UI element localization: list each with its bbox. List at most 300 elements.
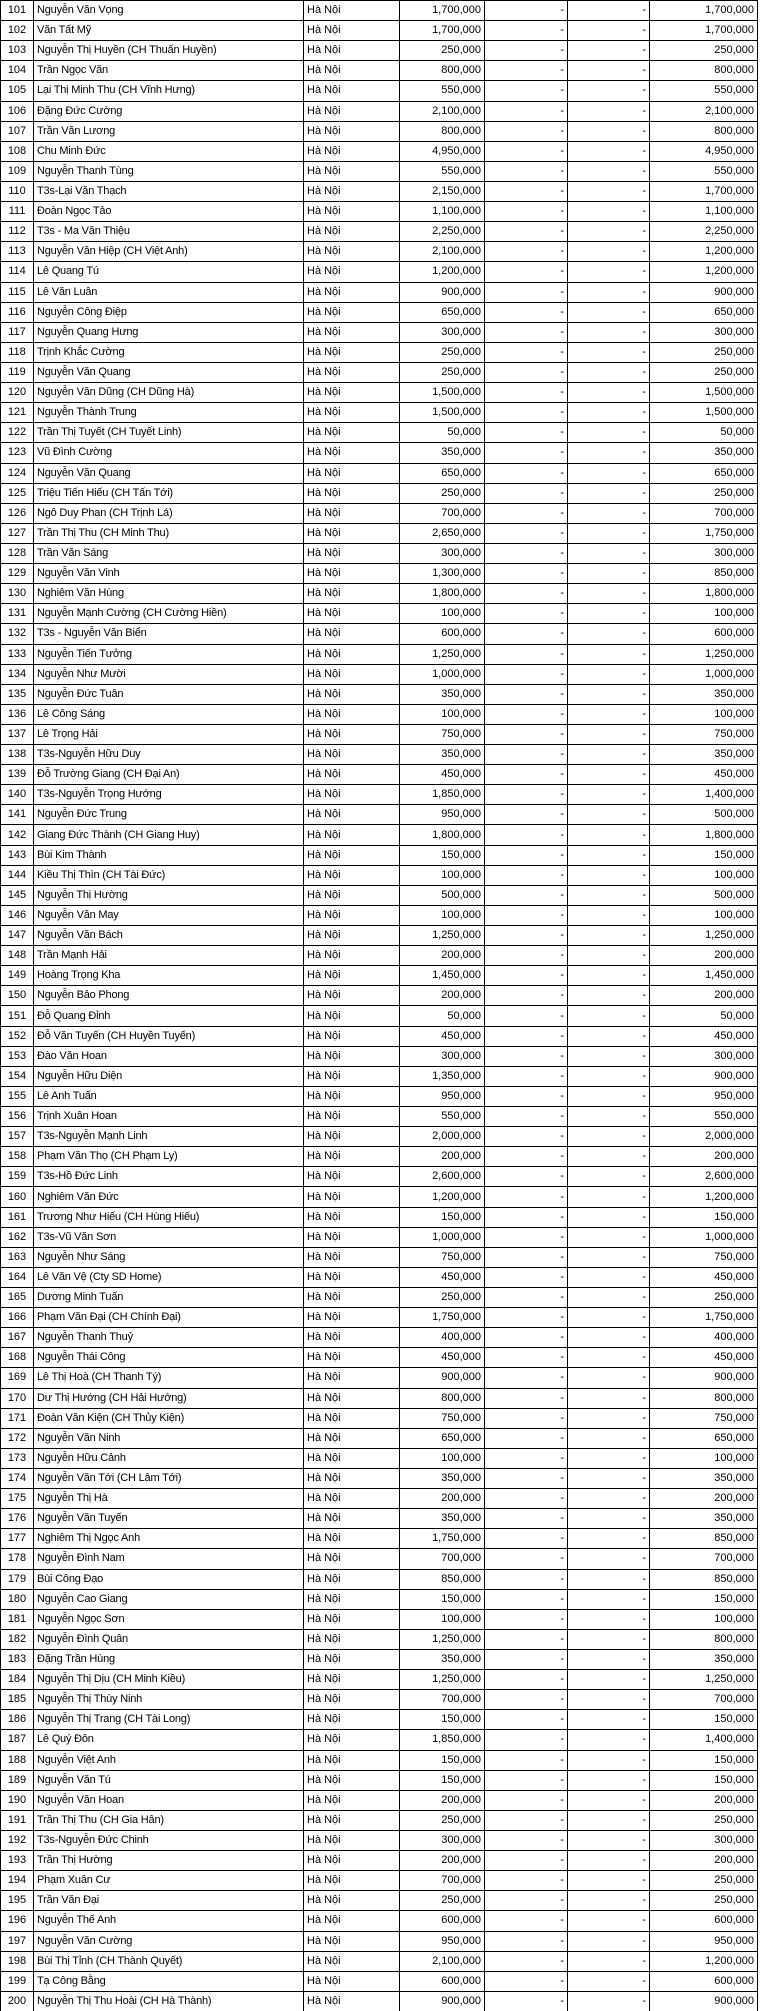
city-cell[interactable]: Hà Nội — [304, 624, 400, 644]
dash-cell-2[interactable]: - — [568, 222, 650, 242]
amount-1-cell[interactable]: 1,750,000 — [400, 1529, 485, 1549]
person-name-cell[interactable]: Nguyễn Thanh Thuỷ — [34, 1328, 304, 1348]
amount-2-cell[interactable]: 2,600,000 — [650, 1167, 758, 1187]
dash-cell-1[interactable]: - — [485, 1810, 568, 1830]
city-cell[interactable]: Hà Nội — [304, 222, 400, 242]
amount-2-cell[interactable]: 150,000 — [650, 1710, 758, 1730]
person-name-cell[interactable]: Đào Văn Hoan — [34, 1046, 304, 1066]
amount-1-cell[interactable]: 350,000 — [400, 1649, 485, 1669]
amount-2-cell[interactable]: 850,000 — [650, 1569, 758, 1589]
amount-2-cell[interactable]: 150,000 — [650, 1750, 758, 1770]
city-cell[interactable]: Hà Nội — [304, 1871, 400, 1891]
city-cell[interactable]: Hà Nội — [304, 362, 400, 382]
person-name-cell[interactable]: Kiều Thị Thìn (CH Tài Đức) — [34, 865, 304, 885]
amount-2-cell[interactable]: 250,000 — [650, 1891, 758, 1911]
dash-cell-1[interactable]: - — [485, 1348, 568, 1368]
dash-cell-1[interactable]: - — [485, 1187, 568, 1207]
city-cell[interactable]: Hà Nội — [304, 1609, 400, 1629]
dash-cell-2[interactable]: - — [568, 785, 650, 805]
city-cell[interactable]: Hà Nội — [304, 604, 400, 624]
city-cell[interactable]: Hà Nội — [304, 161, 400, 181]
dash-cell-2[interactable]: - — [568, 1549, 650, 1569]
dash-cell-1[interactable]: - — [485, 1147, 568, 1167]
row-number-cell[interactable]: 169 — [1, 1368, 34, 1388]
amount-1-cell[interactable]: 700,000 — [400, 1549, 485, 1569]
amount-1-cell[interactable]: 300,000 — [400, 543, 485, 563]
amount-1-cell[interactable]: 450,000 — [400, 1026, 485, 1046]
person-name-cell[interactable]: Nguyễn Ngọc Sơn — [34, 1609, 304, 1629]
row-number-cell[interactable]: 125 — [1, 483, 34, 503]
amount-1-cell[interactable]: 1,800,000 — [400, 584, 485, 604]
row-number-cell[interactable]: 102 — [1, 21, 34, 41]
row-number-cell[interactable]: 198 — [1, 1951, 34, 1971]
person-name-cell[interactable]: Trịnh Khắc Cường — [34, 342, 304, 362]
dash-cell-2[interactable]: - — [568, 704, 650, 724]
amount-2-cell[interactable]: 200,000 — [650, 1790, 758, 1810]
city-cell[interactable]: Hà Nội — [304, 584, 400, 604]
city-cell[interactable]: Hà Nội — [304, 1207, 400, 1227]
dash-cell-2[interactable]: - — [568, 1147, 650, 1167]
row-number-cell[interactable]: 108 — [1, 141, 34, 161]
amount-2-cell[interactable]: 750,000 — [650, 1408, 758, 1428]
city-cell[interactable]: Hà Nội — [304, 1428, 400, 1448]
dash-cell-1[interactable]: - — [485, 383, 568, 403]
row-number-cell[interactable]: 156 — [1, 1107, 34, 1127]
amount-2-cell[interactable]: 900,000 — [650, 1991, 758, 2011]
dash-cell-1[interactable]: - — [485, 302, 568, 322]
city-cell[interactable]: Hà Nội — [304, 1710, 400, 1730]
amount-1-cell[interactable]: 50,000 — [400, 1006, 485, 1026]
amount-2-cell[interactable]: 150,000 — [650, 1770, 758, 1790]
row-number-cell[interactable]: 193 — [1, 1851, 34, 1871]
city-cell[interactable]: Hà Nội — [304, 805, 400, 825]
dash-cell-2[interactable]: - — [568, 1247, 650, 1267]
city-cell[interactable]: Hà Nội — [304, 1348, 400, 1368]
dash-cell-2[interactable]: - — [568, 1529, 650, 1549]
city-cell[interactable]: Hà Nội — [304, 1127, 400, 1147]
amount-2-cell[interactable]: 850,000 — [650, 564, 758, 584]
person-name-cell[interactable]: Lê Văn Vệ (Cty SD Home) — [34, 1267, 304, 1287]
amount-2-cell[interactable]: 1,400,000 — [650, 785, 758, 805]
dash-cell-1[interactable]: - — [485, 161, 568, 181]
amount-2-cell[interactable]: 1,250,000 — [650, 926, 758, 946]
amount-2-cell[interactable]: 300,000 — [650, 1830, 758, 1850]
amount-1-cell[interactable]: 250,000 — [400, 1891, 485, 1911]
dash-cell-2[interactable]: - — [568, 1589, 650, 1609]
amount-1-cell[interactable]: 1,250,000 — [400, 644, 485, 664]
city-cell[interactable]: Hà Nội — [304, 946, 400, 966]
amount-1-cell[interactable]: 1,500,000 — [400, 383, 485, 403]
amount-1-cell[interactable]: 1,700,000 — [400, 21, 485, 41]
person-name-cell[interactable]: Lê Quý Đôn — [34, 1730, 304, 1750]
person-name-cell[interactable]: Giang Đức Thành (CH Giang Huy) — [34, 825, 304, 845]
dash-cell-2[interactable]: - — [568, 1227, 650, 1247]
row-number-cell[interactable]: 195 — [1, 1891, 34, 1911]
person-name-cell[interactable]: Nguyễn Văn Vọng — [34, 1, 304, 21]
dash-cell-2[interactable]: - — [568, 1690, 650, 1710]
row-number-cell[interactable]: 153 — [1, 1046, 34, 1066]
amount-1-cell[interactable]: 1,200,000 — [400, 1187, 485, 1207]
row-number-cell[interactable]: 200 — [1, 1991, 34, 2011]
dash-cell-2[interactable]: - — [568, 423, 650, 443]
dash-cell-1[interactable]: - — [485, 41, 568, 61]
row-number-cell[interactable]: 177 — [1, 1529, 34, 1549]
dash-cell-2[interactable]: - — [568, 383, 650, 403]
dash-cell-2[interactable]: - — [568, 1107, 650, 1127]
amount-1-cell[interactable]: 350,000 — [400, 1509, 485, 1529]
amount-1-cell[interactable]: 1,850,000 — [400, 785, 485, 805]
dash-cell-2[interactable]: - — [568, 1951, 650, 1971]
row-number-cell[interactable]: 107 — [1, 121, 34, 141]
amount-2-cell[interactable]: 1,800,000 — [650, 584, 758, 604]
person-name-cell[interactable]: Lại Thị Minh Thu (CH Vĩnh Hưng) — [34, 81, 304, 101]
amount-2-cell[interactable]: 300,000 — [650, 322, 758, 342]
city-cell[interactable]: Hà Nội — [304, 41, 400, 61]
city-cell[interactable]: Hà Nội — [304, 141, 400, 161]
row-number-cell[interactable]: 133 — [1, 644, 34, 664]
amount-1-cell[interactable]: 1,250,000 — [400, 1670, 485, 1690]
person-name-cell[interactable]: Phạm Văn Đại (CH Chính Đại) — [34, 1308, 304, 1328]
person-name-cell[interactable]: Trần Văn Đại — [34, 1891, 304, 1911]
amount-1-cell[interactable]: 50,000 — [400, 423, 485, 443]
amount-1-cell[interactable]: 950,000 — [400, 1931, 485, 1951]
city-cell[interactable]: Hà Nội — [304, 61, 400, 81]
dash-cell-1[interactable]: - — [485, 262, 568, 282]
dash-cell-1[interactable]: - — [485, 644, 568, 664]
person-name-cell[interactable]: Nguyễn Thị Huyền (CH Thuấn Huyền) — [34, 41, 304, 61]
dash-cell-2[interactable]: - — [568, 1368, 650, 1388]
city-cell[interactable]: Hà Nội — [304, 1368, 400, 1388]
dash-cell-2[interactable]: - — [568, 322, 650, 342]
person-name-cell[interactable]: Triệu Tiến Hiếu (CH Tấn Tới) — [34, 483, 304, 503]
dash-cell-1[interactable]: - — [485, 966, 568, 986]
amount-1-cell[interactable]: 650,000 — [400, 302, 485, 322]
amount-2-cell[interactable]: 350,000 — [650, 1649, 758, 1669]
person-name-cell[interactable]: Đỗ Quang Đỉnh — [34, 1006, 304, 1026]
amount-1-cell[interactable]: 100,000 — [400, 604, 485, 624]
person-name-cell[interactable]: Nguyễn Văn Hoan — [34, 1790, 304, 1810]
amount-2-cell[interactable]: 700,000 — [650, 1690, 758, 1710]
row-number-cell[interactable]: 146 — [1, 905, 34, 925]
amount-2-cell[interactable]: 700,000 — [650, 503, 758, 523]
city-cell[interactable]: Hà Nội — [304, 1790, 400, 1810]
dash-cell-1[interactable]: - — [485, 564, 568, 584]
amount-2-cell[interactable]: 250,000 — [650, 1810, 758, 1830]
city-cell[interactable]: Hà Nội — [304, 1931, 400, 1951]
person-name-cell[interactable]: Nguyễn Thị Trang (CH Tài Long) — [34, 1710, 304, 1730]
row-number-cell[interactable]: 104 — [1, 61, 34, 81]
dash-cell-1[interactable]: - — [485, 1589, 568, 1609]
dash-cell-2[interactable]: - — [568, 966, 650, 986]
city-cell[interactable]: Hà Nội — [304, 1851, 400, 1871]
person-name-cell[interactable]: Nguyễn Thị Hường — [34, 885, 304, 905]
row-number-cell[interactable]: 166 — [1, 1308, 34, 1328]
amount-2-cell[interactable]: 450,000 — [650, 1267, 758, 1287]
person-name-cell[interactable]: Trần Mạnh Hải — [34, 946, 304, 966]
person-name-cell[interactable]: Nguyễn Cao Giang — [34, 1589, 304, 1609]
person-name-cell[interactable]: Bùi Thị Tỉnh (CH Thành Quyết) — [34, 1951, 304, 1971]
dash-cell-1[interactable]: - — [485, 1388, 568, 1408]
amount-2-cell[interactable]: 1,700,000 — [650, 1, 758, 21]
row-number-cell[interactable]: 145 — [1, 885, 34, 905]
amount-2-cell[interactable]: 800,000 — [650, 1388, 758, 1408]
amount-2-cell[interactable]: 1,400,000 — [650, 1730, 758, 1750]
city-cell[interactable]: Hà Nội — [304, 905, 400, 925]
person-name-cell[interactable]: Trần Thị Thu (CH Gia Hân) — [34, 1810, 304, 1830]
dash-cell-1[interactable]: - — [485, 81, 568, 101]
dash-cell-2[interactable]: - — [568, 1931, 650, 1951]
row-number-cell[interactable]: 152 — [1, 1026, 34, 1046]
amount-1-cell[interactable]: 750,000 — [400, 1408, 485, 1428]
row-number-cell[interactable]: 147 — [1, 926, 34, 946]
city-cell[interactable]: Hà Nội — [304, 1086, 400, 1106]
amount-1-cell[interactable]: 900,000 — [400, 1991, 485, 2011]
row-number-cell[interactable]: 118 — [1, 342, 34, 362]
amount-2-cell[interactable]: 250,000 — [650, 342, 758, 362]
dash-cell-1[interactable]: - — [485, 1710, 568, 1730]
dash-cell-2[interactable]: - — [568, 181, 650, 201]
amount-1-cell[interactable]: 650,000 — [400, 463, 485, 483]
dash-cell-2[interactable]: - — [568, 141, 650, 161]
person-name-cell[interactable]: T3s-Nguyễn Hữu Duy — [34, 745, 304, 765]
person-name-cell[interactable]: Trần Thị Tuyết (CH Tuyết Linh) — [34, 423, 304, 443]
amount-1-cell[interactable]: 700,000 — [400, 1871, 485, 1891]
dash-cell-1[interactable]: - — [485, 664, 568, 684]
person-name-cell[interactable]: T3s - Ma Văn Thiệu — [34, 222, 304, 242]
person-name-cell[interactable]: Dư Thị Hướng (CH Hải Hướng) — [34, 1388, 304, 1408]
dash-cell-1[interactable]: - — [485, 1730, 568, 1750]
city-cell[interactable]: Hà Nội — [304, 885, 400, 905]
dash-cell-2[interactable]: - — [568, 564, 650, 584]
dash-cell-1[interactable]: - — [485, 1, 568, 21]
amount-2-cell[interactable]: 200,000 — [650, 986, 758, 1006]
row-number-cell[interactable]: 123 — [1, 443, 34, 463]
dash-cell-1[interactable]: - — [485, 181, 568, 201]
city-cell[interactable]: Hà Nội — [304, 463, 400, 483]
dash-cell-2[interactable]: - — [568, 403, 650, 423]
dash-cell-2[interactable]: - — [568, 1026, 650, 1046]
dash-cell-2[interactable]: - — [568, 825, 650, 845]
dash-cell-2[interactable]: - — [568, 1730, 650, 1750]
person-name-cell[interactable]: Hoàng Trọng Kha — [34, 966, 304, 986]
city-cell[interactable]: Hà Nội — [304, 1489, 400, 1509]
amount-2-cell[interactable]: 250,000 — [650, 1871, 758, 1891]
city-cell[interactable]: Hà Nội — [304, 1308, 400, 1328]
amount-2-cell[interactable]: 1,700,000 — [650, 181, 758, 201]
amount-1-cell[interactable]: 250,000 — [400, 41, 485, 61]
dash-cell-1[interactable]: - — [485, 423, 568, 443]
dash-cell-1[interactable]: - — [485, 1690, 568, 1710]
person-name-cell[interactable]: Nguyễn Bảo Phong — [34, 986, 304, 1006]
dash-cell-2[interactable]: - — [568, 724, 650, 744]
dash-cell-1[interactable]: - — [485, 785, 568, 805]
amount-1-cell[interactable]: 250,000 — [400, 483, 485, 503]
person-name-cell[interactable]: Nghiêm Thị Ngọc Anh — [34, 1529, 304, 1549]
row-number-cell[interactable]: 178 — [1, 1549, 34, 1569]
row-number-cell[interactable]: 106 — [1, 101, 34, 121]
row-number-cell[interactable]: 183 — [1, 1649, 34, 1669]
dash-cell-2[interactable]: - — [568, 604, 650, 624]
person-name-cell[interactable]: T3s-Vũ Văn Sơn — [34, 1227, 304, 1247]
person-name-cell[interactable]: Nguyễn Thành Trung — [34, 403, 304, 423]
row-number-cell[interactable]: 157 — [1, 1127, 34, 1147]
dash-cell-2[interactable]: - — [568, 1509, 650, 1529]
person-name-cell[interactable]: Nghiêm Văn Đức — [34, 1187, 304, 1207]
person-name-cell[interactable]: Lê Quang Tú — [34, 262, 304, 282]
amount-1-cell[interactable]: 600,000 — [400, 624, 485, 644]
amount-1-cell[interactable]: 1,500,000 — [400, 403, 485, 423]
city-cell[interactable]: Hà Nội — [304, 1750, 400, 1770]
city-cell[interactable]: Hà Nội — [304, 1066, 400, 1086]
amount-2-cell[interactable]: 950,000 — [650, 1931, 758, 1951]
person-name-cell[interactable]: Đỗ Văn Tuyến (CH Huyền Tuyến) — [34, 1026, 304, 1046]
amount-2-cell[interactable]: 750,000 — [650, 724, 758, 744]
amount-1-cell[interactable]: 200,000 — [400, 1147, 485, 1167]
amount-2-cell[interactable]: 100,000 — [650, 604, 758, 624]
person-name-cell[interactable]: Trương Như Hiếu (CH Hùng Hiếu) — [34, 1207, 304, 1227]
city-cell[interactable]: Hà Nội — [304, 1951, 400, 1971]
dash-cell-2[interactable]: - — [568, 926, 650, 946]
row-number-cell[interactable]: 158 — [1, 1147, 34, 1167]
dash-cell-2[interactable]: - — [568, 161, 650, 181]
row-number-cell[interactable]: 140 — [1, 785, 34, 805]
dash-cell-1[interactable]: - — [485, 845, 568, 865]
dash-cell-2[interactable]: - — [568, 1207, 650, 1227]
amount-1-cell[interactable]: 250,000 — [400, 1810, 485, 1830]
city-cell[interactable]: Hà Nội — [304, 1328, 400, 1348]
city-cell[interactable]: Hà Nội — [304, 785, 400, 805]
city-cell[interactable]: Hà Nội — [304, 1167, 400, 1187]
city-cell[interactable]: Hà Nội — [304, 523, 400, 543]
dash-cell-1[interactable]: - — [485, 141, 568, 161]
amount-1-cell[interactable]: 250,000 — [400, 342, 485, 362]
city-cell[interactable]: Hà Nội — [304, 383, 400, 403]
amount-1-cell[interactable]: 750,000 — [400, 724, 485, 744]
dash-cell-1[interactable]: - — [485, 282, 568, 302]
dash-cell-1[interactable]: - — [485, 1428, 568, 1448]
amount-2-cell[interactable]: 750,000 — [650, 1247, 758, 1267]
row-number-cell[interactable]: 139 — [1, 765, 34, 785]
amount-1-cell[interactable]: 2,650,000 — [400, 523, 485, 543]
dash-cell-1[interactable]: - — [485, 1991, 568, 2011]
amount-1-cell[interactable]: 500,000 — [400, 885, 485, 905]
row-number-cell[interactable]: 128 — [1, 543, 34, 563]
row-number-cell[interactable]: 110 — [1, 181, 34, 201]
dash-cell-1[interactable]: - — [485, 1629, 568, 1649]
dash-cell-1[interactable]: - — [485, 342, 568, 362]
city-cell[interactable]: Hà Nội — [304, 1026, 400, 1046]
row-number-cell[interactable]: 143 — [1, 845, 34, 865]
city-cell[interactable]: Hà Nội — [304, 1971, 400, 1991]
city-cell[interactable]: Hà Nội — [304, 1810, 400, 1830]
amount-2-cell[interactable]: 200,000 — [650, 1489, 758, 1509]
dash-cell-1[interactable]: - — [485, 1489, 568, 1509]
amount-1-cell[interactable]: 550,000 — [400, 161, 485, 181]
row-number-cell[interactable]: 105 — [1, 81, 34, 101]
amount-2-cell[interactable]: 100,000 — [650, 865, 758, 885]
row-number-cell[interactable]: 184 — [1, 1670, 34, 1690]
person-name-cell[interactable]: Nguyễn Hữu Cảnh — [34, 1448, 304, 1468]
dash-cell-2[interactable]: - — [568, 1288, 650, 1308]
dash-cell-2[interactable]: - — [568, 543, 650, 563]
amount-1-cell[interactable]: 300,000 — [400, 1830, 485, 1850]
dash-cell-2[interactable]: - — [568, 946, 650, 966]
city-cell[interactable]: Hà Nội — [304, 1649, 400, 1669]
row-number-cell[interactable]: 101 — [1, 1, 34, 21]
person-name-cell[interactable]: Nguyễn Văn Cường — [34, 1931, 304, 1951]
city-cell[interactable]: Hà Nội — [304, 865, 400, 885]
amount-2-cell[interactable]: 4,950,000 — [650, 141, 758, 161]
dash-cell-1[interactable]: - — [485, 1107, 568, 1127]
dash-cell-1[interactable]: - — [485, 684, 568, 704]
amount-2-cell[interactable]: 1,200,000 — [650, 242, 758, 262]
row-number-cell[interactable]: 113 — [1, 242, 34, 262]
row-number-cell[interactable]: 194 — [1, 1871, 34, 1891]
row-number-cell[interactable]: 126 — [1, 503, 34, 523]
person-name-cell[interactable]: Nguyễn Văn Ninh — [34, 1428, 304, 1448]
row-number-cell[interactable]: 176 — [1, 1509, 34, 1529]
dash-cell-1[interactable]: - — [485, 926, 568, 946]
row-number-cell[interactable]: 135 — [1, 684, 34, 704]
dash-cell-1[interactable]: - — [485, 1267, 568, 1287]
city-cell[interactable]: Hà Nội — [304, 423, 400, 443]
dash-cell-2[interactable]: - — [568, 865, 650, 885]
dash-cell-1[interactable]: - — [485, 1931, 568, 1951]
person-name-cell[interactable]: T3s-Nguyễn Đức Chinh — [34, 1830, 304, 1850]
person-name-cell[interactable]: Lê Anh Tuấn — [34, 1086, 304, 1106]
person-name-cell[interactable]: Nguyễn Tiến Tưởng — [34, 644, 304, 664]
row-number-cell[interactable]: 134 — [1, 664, 34, 684]
dash-cell-2[interactable]: - — [568, 1489, 650, 1509]
row-number-cell[interactable]: 124 — [1, 463, 34, 483]
city-cell[interactable]: Hà Nội — [304, 202, 400, 222]
dash-cell-2[interactable]: - — [568, 101, 650, 121]
dash-cell-2[interactable]: - — [568, 1569, 650, 1589]
person-name-cell[interactable]: Nguyễn Thị Hà — [34, 1489, 304, 1509]
person-name-cell[interactable]: Lê Trọng Hải — [34, 724, 304, 744]
row-number-cell[interactable]: 180 — [1, 1589, 34, 1609]
dash-cell-1[interactable]: - — [485, 724, 568, 744]
dash-cell-1[interactable]: - — [485, 1670, 568, 1690]
dash-cell-1[interactable]: - — [485, 202, 568, 222]
row-number-cell[interactable]: 141 — [1, 805, 34, 825]
person-name-cell[interactable]: Nguyễn Văn Hiệp (CH Việt Anh) — [34, 242, 304, 262]
amount-2-cell[interactable]: 2,100,000 — [650, 101, 758, 121]
city-cell[interactable]: Hà Nội — [304, 1629, 400, 1649]
amount-1-cell[interactable]: 600,000 — [400, 1971, 485, 1991]
dash-cell-1[interactable]: - — [485, 745, 568, 765]
amount-2-cell[interactable]: 550,000 — [650, 161, 758, 181]
amount-2-cell[interactable]: 1,750,000 — [650, 1308, 758, 1328]
dash-cell-2[interactable]: - — [568, 1428, 650, 1448]
row-number-cell[interactable]: 175 — [1, 1489, 34, 1509]
amount-2-cell[interactable]: 50,000 — [650, 423, 758, 443]
dash-cell-2[interactable]: - — [568, 1046, 650, 1066]
dash-cell-2[interactable]: - — [568, 202, 650, 222]
row-number-cell[interactable]: 171 — [1, 1408, 34, 1428]
city-cell[interactable]: Hà Nội — [304, 1468, 400, 1488]
dash-cell-1[interactable]: - — [485, 865, 568, 885]
amount-1-cell[interactable]: 1,700,000 — [400, 1, 485, 21]
city-cell[interactable]: Hà Nội — [304, 1006, 400, 1026]
row-number-cell[interactable]: 151 — [1, 1006, 34, 1026]
row-number-cell[interactable]: 116 — [1, 302, 34, 322]
amount-1-cell[interactable]: 200,000 — [400, 1851, 485, 1871]
amount-1-cell[interactable]: 950,000 — [400, 1086, 485, 1106]
amount-2-cell[interactable]: 1,100,000 — [650, 202, 758, 222]
city-cell[interactable]: Hà Nội — [304, 282, 400, 302]
amount-1-cell[interactable]: 900,000 — [400, 282, 485, 302]
